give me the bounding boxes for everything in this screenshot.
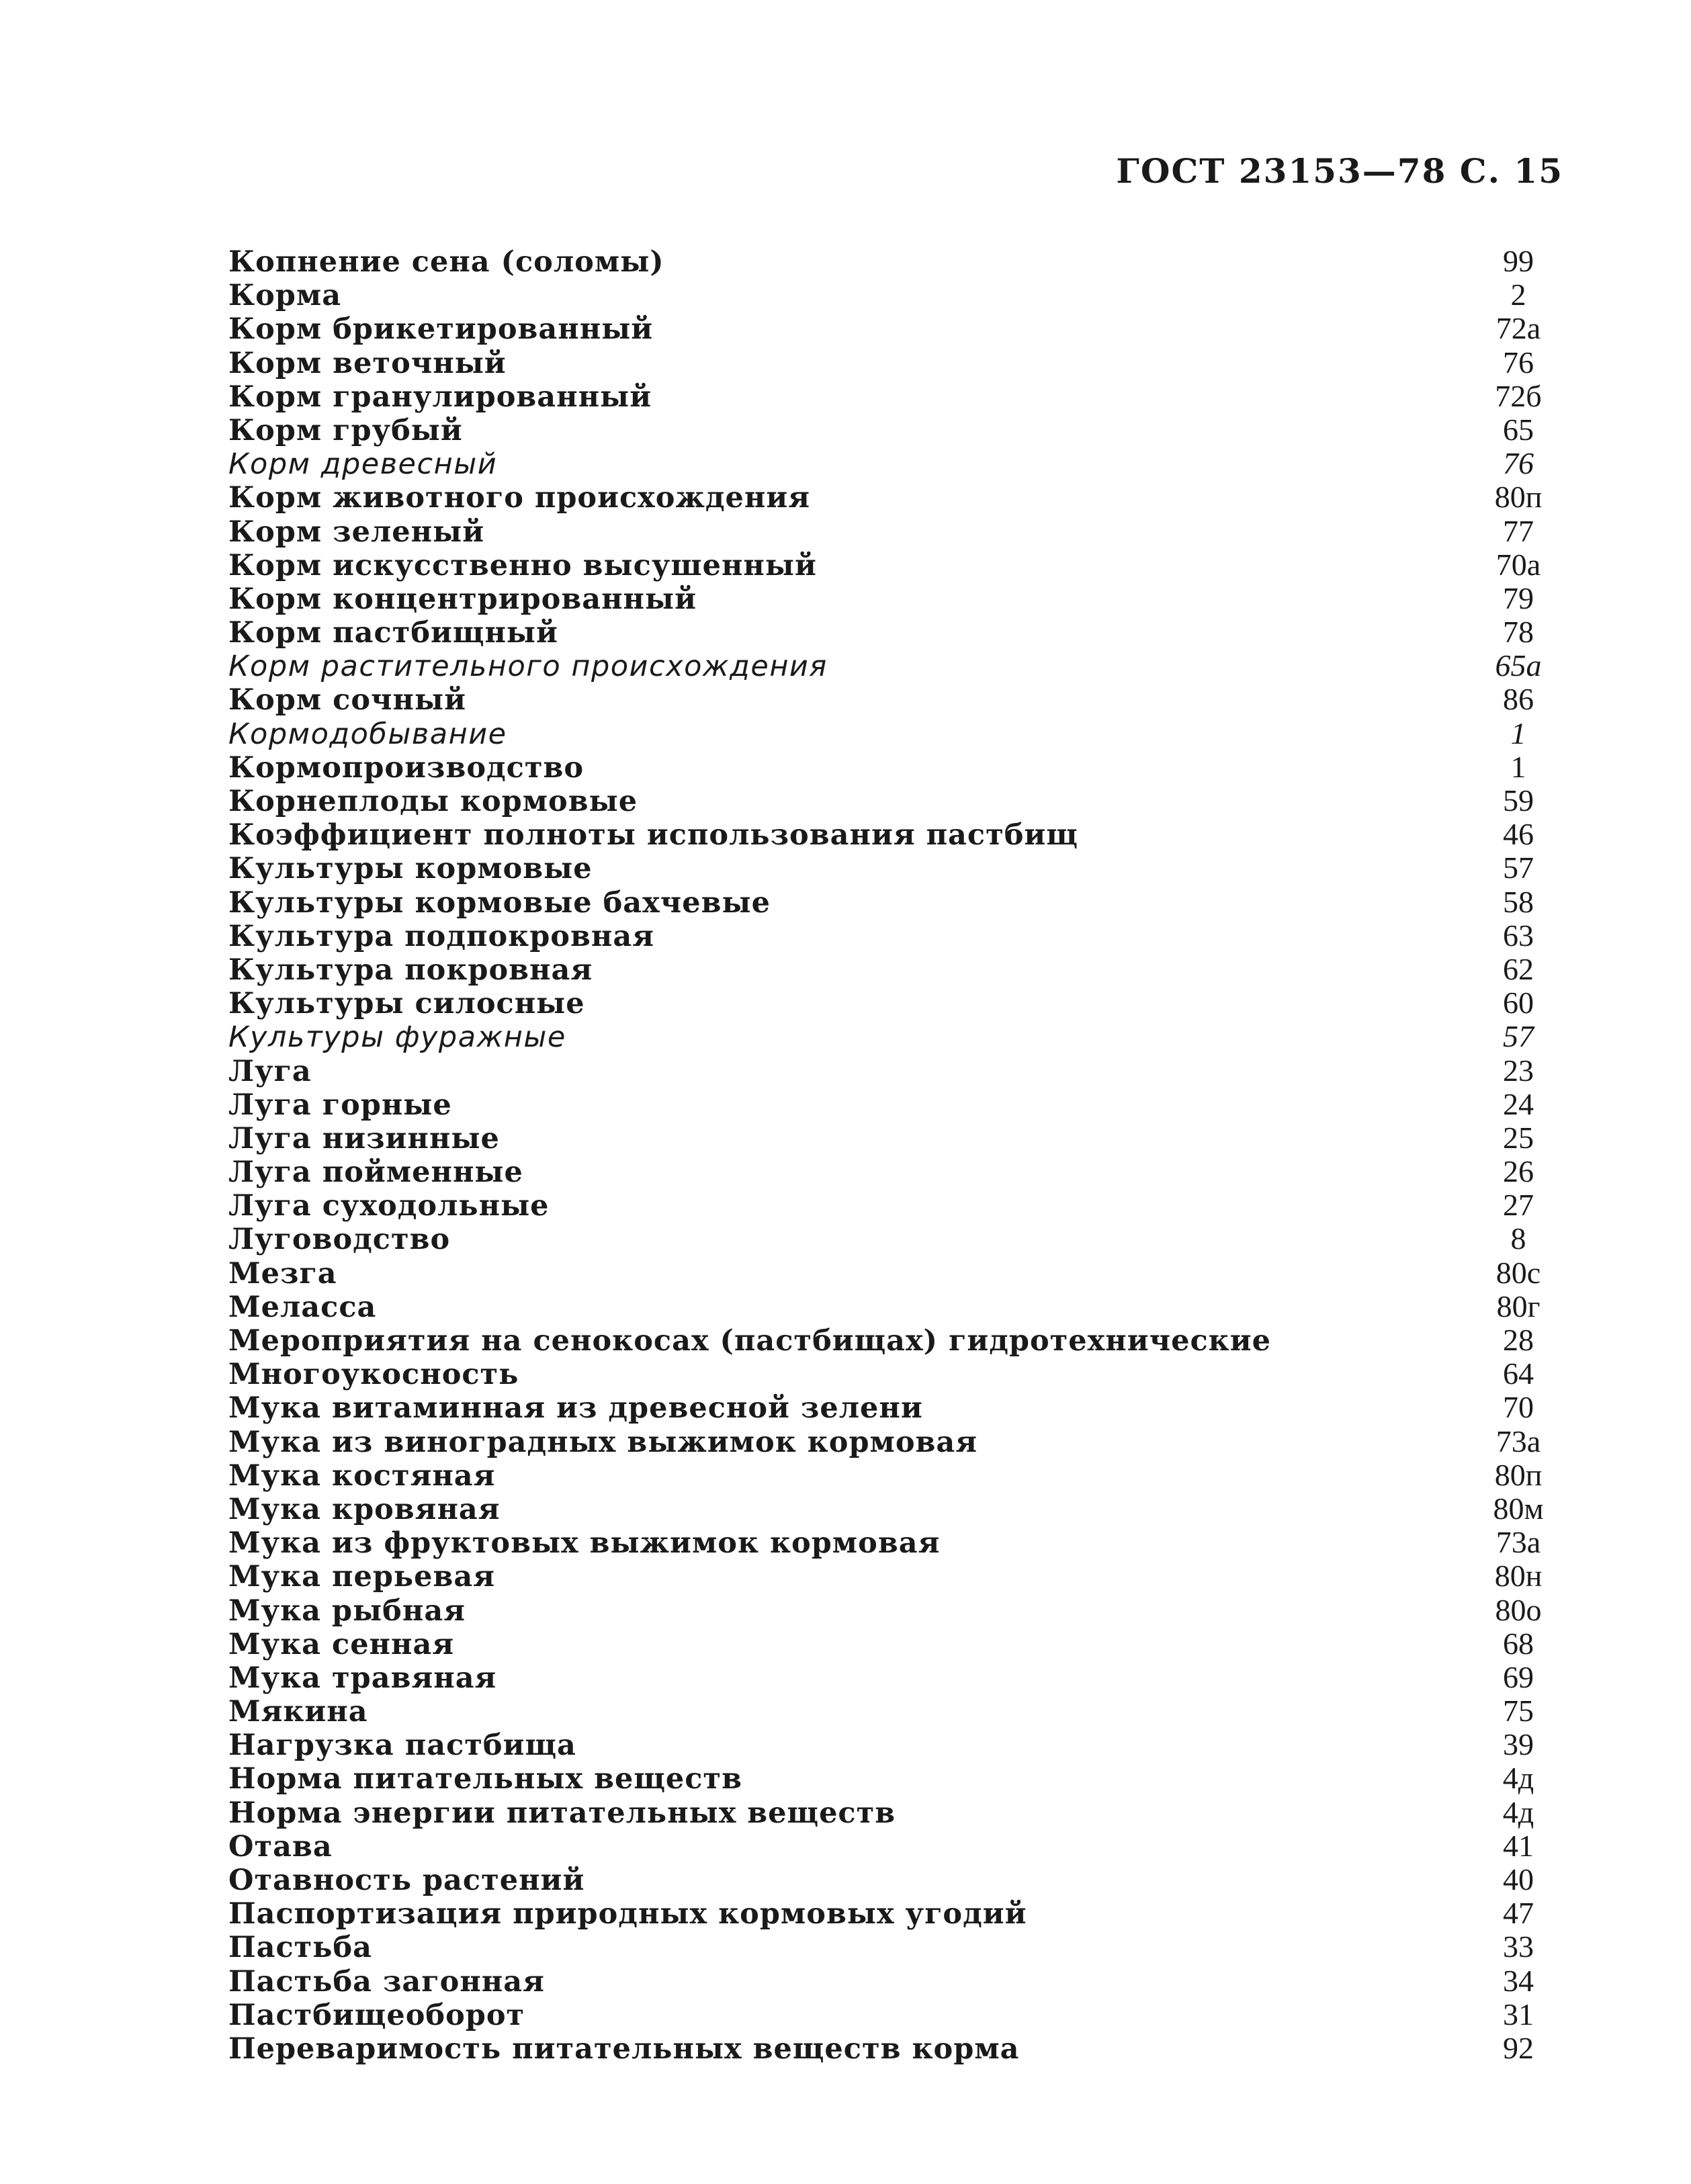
term-number: 57 [1503, 850, 1534, 885]
index-entry [228, 1693, 1555, 1727]
term-text: Мезга [228, 1256, 337, 1291]
term-text: Луга низинные [228, 1121, 500, 1155]
term-text: Корм древесный [228, 447, 498, 482]
term-number: 86 [1503, 682, 1534, 717]
index-entry [228, 310, 1555, 347]
index-entry [228, 1760, 1555, 1794]
term-number: 59 [1503, 783, 1534, 818]
term-text: Коэффициент полноты использования пастбищ [228, 818, 1078, 853]
index-entry [228, 951, 1555, 985]
index-entry [228, 1592, 1555, 1626]
term-number: 80п [1494, 1457, 1543, 1492]
term-text: Луга горные [228, 1088, 452, 1122]
term-number: 92 [1503, 2030, 1534, 2065]
index-entry [228, 918, 1555, 951]
term-number: 4д [1502, 1761, 1534, 1796]
term-text: Пастьба загонная [228, 1964, 545, 1999]
term-number: 33 [1503, 1929, 1534, 1964]
term-number: 40 [1503, 1862, 1534, 1896]
index-entry [228, 783, 1555, 816]
index-entry [228, 513, 1555, 547]
index-entry [228, 1356, 1555, 1392]
term-number: 46 [1503, 817, 1534, 852]
index-entry [228, 1187, 1555, 1221]
term-text: Луга суходольные [228, 1189, 550, 1223]
term-text: Мука из фруктовых выжимок кормовая [228, 1526, 941, 1561]
term-number: 70а [1495, 547, 1541, 582]
term-number: 25 [1503, 1120, 1534, 1155]
index-entry [228, 1288, 1555, 1322]
term-number: 76 [1503, 345, 1534, 380]
term-number: 80н [1494, 1559, 1543, 1593]
index-entry [228, 2030, 1555, 2064]
index-entry [228, 580, 1555, 614]
index-entry [228, 243, 1555, 277]
term-text: Пастбищеоборот [228, 1998, 525, 2032]
term-text: Мука травяная [228, 1661, 497, 1695]
term-text: Корма [228, 279, 342, 313]
term-text: Мука костяная [228, 1458, 496, 1493]
term-number: 57 [1503, 1019, 1534, 1054]
index-entry [228, 1862, 1555, 1895]
index-entry [228, 816, 1555, 853]
term-text: Нагрузка пастбища [228, 1729, 576, 1763]
term-number: 79 [1503, 580, 1534, 615]
index-entry [228, 1963, 1555, 1997]
term-number: 31 [1503, 1997, 1534, 2032]
term-text: Меласса [228, 1290, 377, 1324]
page-header: ГОСТ 23153—78 С. 15 [1116, 151, 1563, 191]
term-text: Мякина [228, 1695, 368, 1729]
term-number: 1 [1510, 715, 1526, 750]
index-entry [228, 1424, 1555, 1457]
index-entry [228, 1895, 1555, 1929]
term-text: Корм концентрированный [228, 582, 697, 616]
index-entry [228, 1727, 1555, 1763]
term-number: 73а [1495, 1525, 1541, 1560]
term-number: 80о [1495, 1592, 1542, 1627]
term-text: Корм гранулированный [228, 380, 652, 414]
term-text: Кормопроизводство [228, 750, 584, 785]
index-entry [228, 1794, 1555, 1828]
term-text: Корм животного происхождения [228, 481, 811, 515]
index-entry [228, 614, 1555, 648]
term-text: Паспортизация природных кормовых угодий [228, 1897, 1027, 1931]
index-entry [228, 1491, 1555, 1524]
term-text: Мука сенная [228, 1627, 455, 1661]
term-number: 62 [1503, 951, 1534, 986]
term-number: 80с [1495, 1255, 1541, 1290]
term-text: Луга пойменные [228, 1155, 523, 1190]
term-number: 8 [1510, 1221, 1526, 1256]
term-number: 73а [1495, 1424, 1541, 1458]
index-entry [228, 1221, 1555, 1257]
term-text: Луговодство [228, 1223, 451, 1257]
index-entry [228, 1626, 1555, 1659]
term-text: Культуры кормовые [228, 852, 593, 886]
index-entry [228, 985, 1555, 1021]
index-entry [228, 412, 1555, 445]
term-number: 70 [1503, 1390, 1534, 1425]
term-index-list [228, 243, 1555, 2064]
term-text: Культура покровная [228, 953, 593, 987]
index-entry [228, 479, 1555, 513]
index-entry [228, 277, 1555, 313]
term-number: 41 [1503, 1828, 1534, 1863]
term-text: Культуры кормовые бахчевые [228, 885, 771, 920]
index-entry [228, 884, 1555, 918]
term-text: Отава [228, 1829, 333, 1864]
term-number: 58 [1503, 884, 1534, 919]
index-entry [228, 749, 1555, 783]
term-number: 23 [1503, 1053, 1534, 1088]
term-text: Корм грубый [228, 413, 463, 447]
term-number: 24 [1503, 1086, 1534, 1121]
term-number: 4д [1502, 1794, 1534, 1829]
term-number: 65 [1503, 412, 1534, 447]
term-text: Культура подпокровная [228, 919, 654, 953]
index-entry [228, 1053, 1555, 1086]
term-number: 63 [1503, 918, 1534, 953]
term-text: Мука перьевая [228, 1560, 495, 1594]
term-text: Корм пастбищный [228, 616, 558, 650]
term-text: Мука кровяная [228, 1492, 501, 1526]
term-number: 75 [1503, 1694, 1534, 1729]
index-entry [228, 850, 1555, 886]
term-text: Корм искусственно высушенный [228, 548, 817, 582]
term-text: Луга [228, 1054, 312, 1088]
index-entry [228, 1120, 1555, 1153]
index-entry [228, 1558, 1555, 1594]
term-text: Мука из виноградных выжимок кормовая [228, 1425, 978, 1459]
index-entry [228, 681, 1555, 715]
index-entry [228, 445, 1555, 482]
term-number: 34 [1503, 1963, 1534, 1998]
index-entry [228, 345, 1555, 378]
index-entry [228, 1018, 1555, 1055]
index-entry [228, 1153, 1555, 1190]
term-text: Кормодобывание [228, 717, 507, 751]
term-number: 64 [1503, 1356, 1534, 1391]
term-text: Норма энергии питательных веществ [228, 1796, 896, 1830]
index-entry [228, 1828, 1555, 1862]
index-entry [228, 1322, 1555, 1356]
term-number: 80п [1494, 480, 1543, 515]
term-text: Культуры силосные [228, 987, 585, 1021]
term-number: 60 [1503, 986, 1534, 1020]
index-entry [228, 1389, 1555, 1426]
term-number: 80м [1493, 1491, 1544, 1526]
term-text: Корм веточный [228, 346, 507, 380]
term-text: Переваримость питательных веществ корма [228, 2032, 1020, 2066]
term-text: Мука рыбная [228, 1593, 466, 1628]
term-text: Корм растительного происхождения [228, 650, 828, 684]
index-entry [228, 1524, 1555, 1561]
term-text: Пастьба [228, 1931, 373, 1965]
term-number: 65а [1495, 648, 1542, 683]
index-entry [228, 1997, 1555, 2030]
term-number: 77 [1503, 513, 1534, 548]
term-number: 39 [1503, 1727, 1534, 1762]
index-entry [228, 378, 1555, 412]
term-text: Культуры фуражные [228, 1020, 566, 1055]
index-entry [228, 1929, 1555, 1965]
index-entry [228, 1659, 1555, 1693]
term-number: 2 [1510, 277, 1526, 312]
term-text: Корм брикетированный [228, 312, 654, 347]
term-number: 1 [1510, 749, 1526, 784]
term-text: Норма питательных веществ [228, 1762, 742, 1796]
index-entry [228, 547, 1555, 580]
index-entry [228, 715, 1555, 749]
term-number: 99 [1503, 244, 1534, 278]
term-number: 76 [1503, 446, 1534, 481]
term-text: Корм зеленый [228, 515, 485, 549]
term-text: Многоукосность [228, 1358, 519, 1392]
term-number: 72б [1495, 378, 1542, 413]
term-number: 28 [1503, 1323, 1534, 1357]
term-number: 26 [1503, 1154, 1534, 1189]
term-number: 68 [1503, 1626, 1534, 1661]
term-number: 78 [1503, 615, 1534, 650]
term-text: Отавность растений [228, 1864, 585, 1897]
index-entry [228, 1086, 1555, 1120]
term-number: 47 [1503, 1896, 1534, 1931]
term-number: 72а [1495, 311, 1541, 346]
term-number: 69 [1503, 1659, 1534, 1694]
index-entry [228, 648, 1555, 684]
term-number: 27 [1503, 1188, 1534, 1223]
term-text: Корнеплоды кормовые [228, 785, 638, 818]
term-text: Корм сочный [228, 683, 466, 717]
term-text: Мероприятия на сенокосах (пастбищах) гидротехнические [228, 1324, 1271, 1358]
index-entry [228, 1255, 1555, 1291]
index-entry [228, 1457, 1555, 1491]
term-text: Копнение сена (соломы) [228, 245, 664, 279]
term-text: Мука витаминная из древесной зелени [228, 1391, 923, 1426]
term-number: 80г [1496, 1288, 1541, 1323]
